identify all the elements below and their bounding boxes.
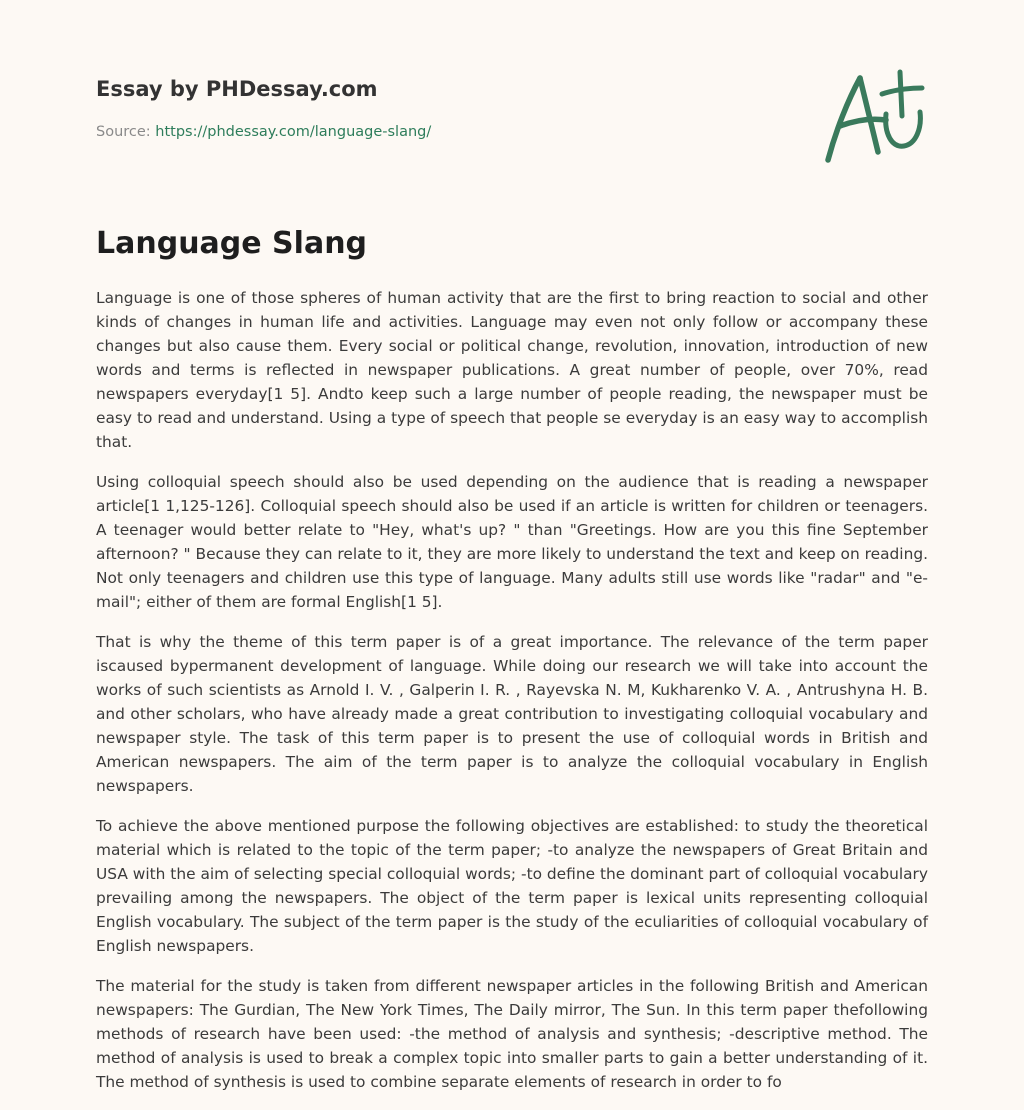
source-line	[96, 124, 431, 140]
paragraph: Using colloquial speech should also be used depending on the audience that is reading a newspaper article[1 1,125-126]. Colloquial speech should also be used if an article is written for children or teenagers. A teenager would better relate to "Hey, what's up? " than "Greetings. How are you this fine September afternoon? " Because they can relate to it, they are more likely to understand the text and keep on reading. Not only teenagers and children use this type of language. Many adults still use words like "radar" and "e-mail"; either of them are formal English[1 5].	[96, 473, 928, 611]
source-link[interactable]: https://phdessay.com/language-slang/	[155, 124, 432, 140]
article-title: Language Slang	[96, 226, 368, 261]
source-label: Source:	[96, 124, 156, 140]
paragraph: That is why the theme of this term paper is of a great importance. The relevance of the term paper iscaused bypermanent development of language. While doing our research we will take into account the works of such scientists as Arnold I. V. , Galperin I. R. , Rayevska N. M, Kukharenko V. A. , Antrushyna H. B. and other scholars, who have already made a great contribution to investigating colloquial vocabulary and newspaper style. The task of this term paper is to present the use of colloquial words in British and American newspapers. The aim of the term paper is to analyze the colloquial vocabulary in English newspapers.	[96, 633, 928, 795]
brand-title: Essay by PHDessay.com	[96, 77, 378, 101]
article-body	[96, 286, 928, 1110]
a-plus-grade-icon	[822, 68, 930, 164]
paragraph: Language is one of those spheres of human activity that are the first to bring reaction to social and other kinds of changes in human life and activities. Language may even not only follow or accompany these changes but also cause them. Every social or political change, revolution, innovation, introduction of new words and terms is reflected in newspaper publications. A great number of people, over 70%, read newspapers everyday[1 5]. Andto keep such a large number of people reading, the newspaper must be easy to read and understand. Using a type of speech that people se everyday is an easy way to accomplish that.	[96, 289, 928, 451]
paragraph: To achieve the above mentioned purpose the following objectives are established: to study the theoretical material which is related to the topic of the term paper; -to analyze the newspapers of Great Britain and USA with the aim of selecting special colloquial words; -to define the dominant part of colloquial vocabulary prevailing among the newspapers. The object of the term paper is lexical units representing colloquial English vocabulary. The subject of the term paper is the study of the eculiarities of colloquial vocabulary of English newspapers.	[96, 817, 928, 955]
paragraph: The material for the study is taken from different newspaper articles in the following British and American newspapers: The Gurdian, The New York Times, The Daily mirror, The Sun. In this term paper thefollowing methods of research have been used: -the method of analysis and synthesis; -descriptive method. The method of analysis is used to break a complex topic into smaller parts to gain a better understanding of it. The method of synthesis is used to combine separate elements of research in order to fo	[96, 977, 928, 1091]
